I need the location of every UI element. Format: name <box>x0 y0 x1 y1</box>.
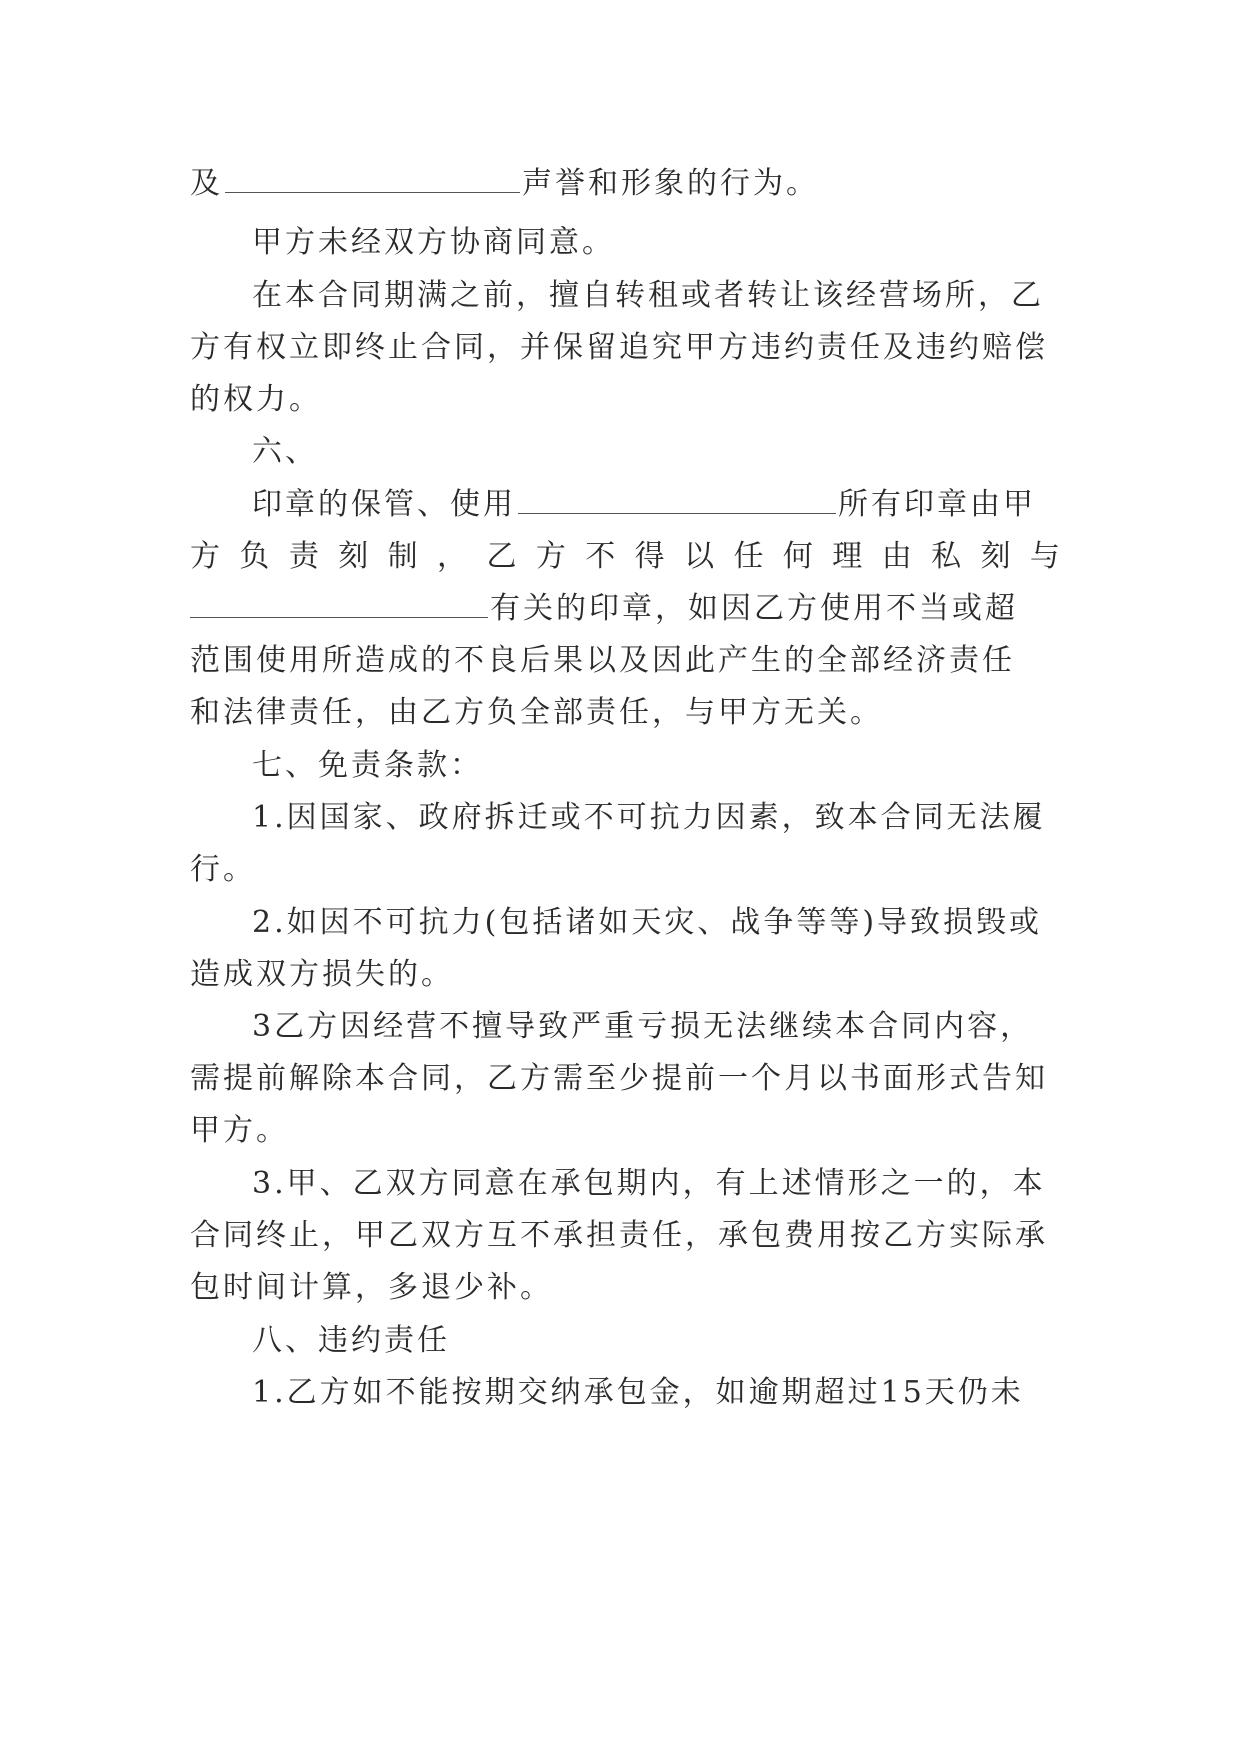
section-heading: 八、违约责任 <box>252 1323 450 1358</box>
text-line: 甲方未经双方协商同意。 <box>252 225 615 260</box>
char: 责 <box>288 539 319 574</box>
char: 制 <box>387 539 418 574</box>
char: 由 <box>881 539 912 574</box>
text-line: 的权力。 <box>190 382 322 417</box>
char: 私 <box>931 539 962 574</box>
text-line-justified <box>190 529 1060 585</box>
text-line: 范围使用所造成的不良后果以及因此产生的全部经济责任 <box>190 643 1015 678</box>
char: 以 <box>684 539 715 574</box>
char: ， <box>437 539 468 574</box>
text-line: 1.因国家、政府拆迁或不可抗力因素，致本合同无法履 <box>252 800 1046 835</box>
section-heading: 六、 <box>252 434 318 469</box>
text-line: 行。 <box>190 852 256 887</box>
text-line <box>252 477 1060 533</box>
text-line: 在本合同期满之前，擅自转租或者转让该经营场所，乙 <box>252 278 1044 313</box>
text-line: 甲方。 <box>190 1113 289 1148</box>
text-line: 方有权立即终止合同，并保留追究甲方违约责任及违约赔偿 <box>190 330 1048 365</box>
text-segment: 有关的印章，如因乙方使用不当或超 <box>490 591 1018 626</box>
char: 乙 <box>486 539 517 574</box>
char: 不 <box>585 539 616 574</box>
section-heading: 七、免责条款： <box>252 748 483 783</box>
text-line: 2.如因不可抗力(包括诸如天灾、战争等等)导致损毁或 <box>252 905 1043 940</box>
char: 任 <box>733 539 764 574</box>
char: 方 <box>190 539 220 574</box>
char: 理 <box>832 539 863 574</box>
text-line <box>190 156 1060 212</box>
text-line <box>190 581 1060 637</box>
text-segment: 印章的保管、使用 <box>252 487 516 522</box>
fill-in-blank <box>518 479 836 514</box>
char: 负 <box>239 539 270 574</box>
text-line: 1.乙方如不能按期交纳承包金，如逾期超过15天仍未 <box>252 1375 1024 1410</box>
char: 与 <box>1029 539 1060 574</box>
text-segment: 声誉和形象的行为。 <box>522 166 819 201</box>
text-segment: 所有印章由甲 <box>838 487 1036 522</box>
fill-in-blank <box>225 158 520 193</box>
text-line: 3乙方因经营不擅导致严重亏损无法继续本合同内容， <box>252 1009 1034 1044</box>
text-line: 3.甲、乙双方同意在承包期内，有上述情形之一的，本 <box>252 1166 1046 1201</box>
text-line: 合同终止，甲乙双方互不承担责任，承包费用按乙方实际承 <box>190 1218 1048 1253</box>
text-line: 需提前解除本合同，乙方需至少提前一个月以书面形式告知 <box>190 1061 1048 1096</box>
char: 何 <box>782 539 813 574</box>
text-segment: 及 <box>190 166 223 201</box>
char: 刻 <box>338 539 369 574</box>
char: 方 <box>535 539 566 574</box>
text-line: 和法律责任，由乙方负全部责任，与甲方无关。 <box>190 695 883 730</box>
char: 得 <box>634 539 665 574</box>
text-line: 包时间计算，多退少补。 <box>190 1270 553 1305</box>
text-line: 造成双方损失的。 <box>190 957 454 992</box>
fill-in-blank <box>190 583 488 618</box>
char: 刻 <box>980 539 1011 574</box>
